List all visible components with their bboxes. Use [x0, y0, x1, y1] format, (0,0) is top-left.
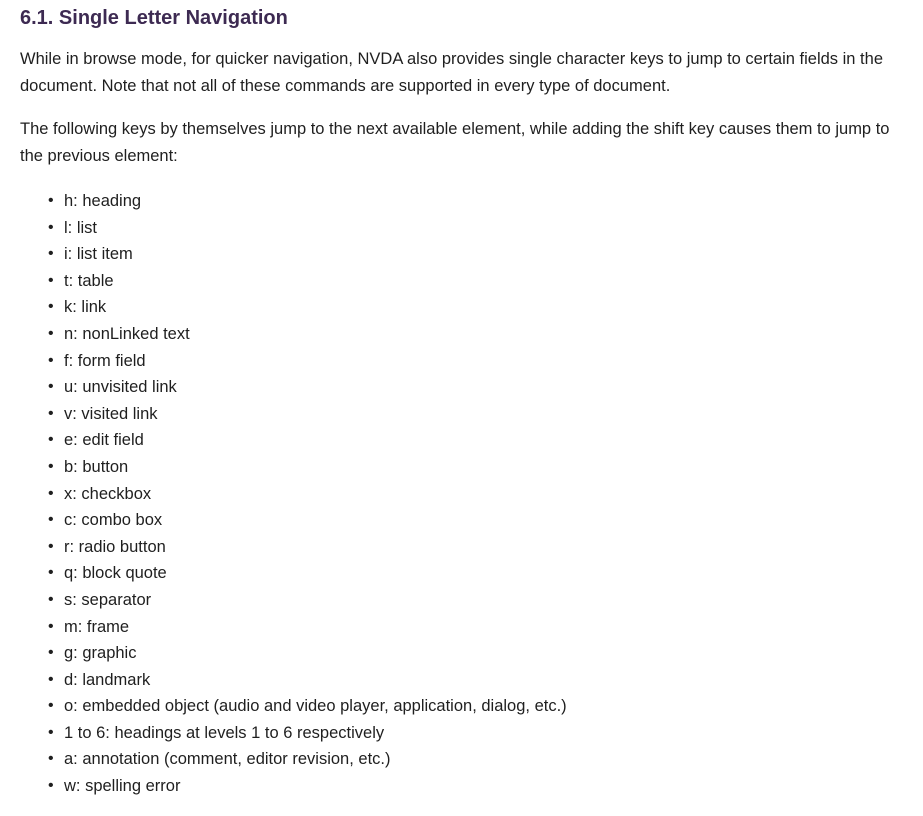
list-item-text: r: radio button — [64, 537, 166, 556]
bullet-icon: • — [48, 697, 54, 715]
bullet-icon: • — [48, 617, 54, 635]
bullet-icon: • — [48, 537, 54, 555]
key-list — [20, 188, 903, 800]
list-item — [48, 268, 903, 295]
list-item — [48, 454, 903, 481]
list-item — [48, 321, 903, 348]
bullet-icon: • — [48, 245, 54, 263]
list-item — [48, 560, 903, 587]
list-item — [48, 773, 903, 800]
list-item-text: b: button — [64, 457, 129, 476]
list-item — [48, 614, 903, 641]
list-item — [48, 693, 903, 720]
section-heading: 6.1. Single Letter Navigation — [20, 7, 288, 29]
list-item-text: n: nonLinked text — [64, 324, 190, 343]
list-item-text: q: block quote — [64, 564, 167, 583]
bullet-icon: • — [48, 218, 54, 236]
bullet-icon: • — [48, 484, 54, 502]
bullet-icon: • — [48, 378, 54, 396]
list-item-text: l: list — [64, 218, 97, 237]
list-item-text: c: combo box — [64, 511, 163, 530]
list-item-text: i: list item — [64, 245, 133, 264]
list-item-text: d: landmark — [64, 670, 151, 689]
list-item-text: h: heading — [64, 192, 142, 210]
list-item-text: f: form field — [64, 351, 146, 370]
list-item — [48, 667, 903, 694]
list-item-text: u: unvisited link — [64, 378, 177, 397]
list-item — [48, 215, 903, 242]
list-item-text: o: embedded object (audio and video player, application, dialog, etc.) — [64, 697, 567, 716]
bullet-icon: • — [48, 351, 54, 369]
list-item — [48, 720, 903, 747]
bullet-icon: • — [48, 644, 54, 662]
intro-paragraph: While in browse mode, for quicker navigation, NVDA also provides single character keys to jump to certain fields in the document. Note that not all of these commands are supported in every type of document. — [20, 50, 883, 95]
list-item — [48, 188, 903, 215]
list-item-text: v: visited link — [64, 404, 158, 423]
list-item — [48, 640, 903, 667]
list-item — [48, 481, 903, 508]
list-item — [48, 374, 903, 401]
bullet-icon: • — [48, 777, 54, 795]
list-item — [48, 427, 903, 454]
list-item-text: s: separator — [64, 590, 152, 609]
bullet-icon: • — [48, 298, 54, 316]
list-item-text: g: graphic — [64, 644, 137, 663]
bullet-icon: • — [48, 590, 54, 608]
bullet-icon: • — [48, 431, 54, 449]
list-item-text: t: table — [64, 271, 114, 290]
bullet-icon: • — [48, 723, 54, 741]
list-item — [48, 241, 903, 268]
list-item — [48, 587, 903, 614]
list-item-text: x: checkbox — [64, 484, 152, 503]
bullet-icon: • — [48, 511, 54, 529]
list-item — [48, 348, 903, 375]
bullet-icon: • — [48, 670, 54, 688]
list-item — [48, 534, 903, 561]
list-item-text: k: link — [64, 298, 107, 317]
list-item — [48, 401, 903, 428]
keys-description-paragraph: The following keys by themselves jump to the next available element, while adding the shift key causes them to jump to the previous element: — [20, 120, 890, 165]
list-item-text: m: frame — [64, 617, 130, 636]
list-item-text: 1 to 6: headings at levels 1 to 6 respectively — [64, 723, 385, 742]
bullet-icon: • — [48, 404, 54, 422]
bullet-icon: • — [48, 564, 54, 582]
list-item — [48, 746, 903, 773]
bullet-icon: • — [48, 457, 54, 475]
list-item — [48, 507, 903, 534]
bullet-icon: • — [48, 324, 54, 342]
bullet-icon: • — [48, 271, 54, 289]
list-item — [48, 294, 903, 321]
bullet-icon: • — [48, 750, 54, 768]
list-item-text: e: edit field — [64, 431, 144, 450]
bullet-icon: • — [48, 192, 54, 209]
list-item-text: w: spelling error — [64, 777, 181, 796]
list-item-text: a: annotation (comment, editor revision, etc.) — [64, 750, 391, 769]
